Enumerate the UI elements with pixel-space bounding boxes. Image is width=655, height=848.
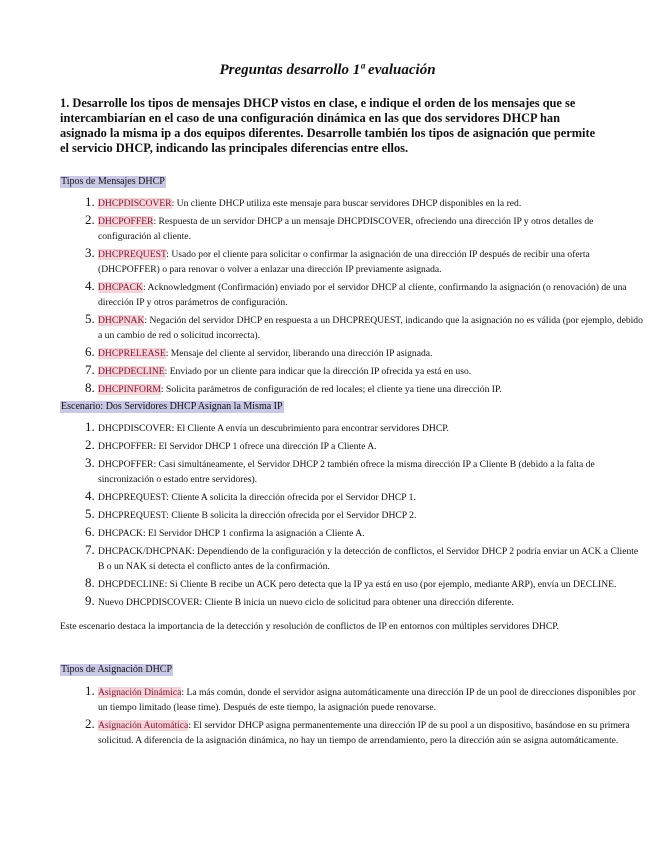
list-item: 7. DHCPACK/DHCPNAK: Dependiendo de la configuración y la detección de conflictos, el Servidor DHCP 2 podría enviar un ACK a Cliente B o un NAK si detecta el conflicto antes de la confirmación.	[98, 542, 643, 574]
item-description: : Solicita parámetros de configuración de red locales; el cliente ya tiene una dirección IP.	[160, 384, 502, 395]
list-item: 4. DHCPREQUEST: Cliente A solicita la dirección ofrecida por el Servidor DHCP 1.	[98, 488, 643, 505]
list-item	[98, 212, 643, 244]
list-item	[98, 311, 643, 343]
section-heading-assignment-types: Tipos de Asignación DHCP	[61, 664, 173, 675]
list-item: 6. DHCPACK: El Servidor DHCP 1 confirma la asignación a Cliente A.	[98, 524, 643, 541]
list-item: 5. DHCPREQUEST: Cliente B solicita la dirección ofrecida por el Servidor DHCP 2.	[98, 506, 643, 523]
section-heading-scenario: Escenario: Dos Servidores DHCP Asignan la Misma IP	[61, 401, 283, 412]
item-description: : Enviado por un cliente para indicar que la dirección IP ofrecida ya está en uso.	[164, 366, 472, 377]
item-description: : Negación del servidor DHCP en respuesta a un DHCPREQUEST, indicando que la asignación no es válida (por ejemplo, debido a un cambio de red o solicitud incorrecta).	[98, 315, 643, 341]
list-item: 2. DHCPOFFER: El Servidor DHCP 1 ofrece una dirección IP a Cliente A.	[98, 437, 643, 454]
list-item	[98, 344, 643, 361]
list-item	[98, 278, 643, 310]
item-description: : Acknowledgment (Confirmación) enviado por el servidor DHCP al cliente, confirmando la asignación (o renovación) de una dirección IP y otros parámetros de configuración.	[98, 282, 627, 308]
highlighted-term: DHCPACK	[98, 282, 143, 293]
section-heading-message-types: Tipos de Mensajes DHCP	[61, 176, 165, 187]
list-item: 3. DHCPOFFER: Casi simultáneamente, el Servidor DHCP 2 también ofrece la misma dirección IP a Cliente B (debido a la falta de sincronización o estado entre servidores).	[98, 455, 643, 487]
item-description: : Usado por el cliente para solicitar o confirmar la asignación de una dirección IP después de recibir una oferta (DHCPOFFER) o para renovar o volver a enlazar una dirección IP previamente asignada.	[98, 249, 590, 275]
highlighted-term: DHCPDISCOVER	[98, 198, 172, 209]
item-description: : El servidor DHCP asigna permanentemente una dirección IP de su pool a un dispositivo, basándose en su primera solicitud. A diferencia de la asignación dinámica, no hay un tiempo de arrendamiento, pero la dirección aún se asigna automáticamente.	[98, 720, 630, 746]
highlighted-term: DHCPRELEASE	[98, 348, 166, 359]
scenario-list	[60, 419, 643, 611]
highlighted-term: DHCPNAK	[98, 315, 145, 326]
list-item	[98, 683, 643, 715]
assignment-types-list	[60, 683, 643, 749]
highlighted-term: DHCPREQUEST	[98, 249, 167, 260]
item-description: : Mensaje del cliente al servidor, liberando una dirección IP asignada.	[165, 348, 433, 359]
list-item: 9. Nuevo DHCPDISCOVER: Cliente B inicia un nuevo ciclo de solicitud para obtener una dirección diferente.	[98, 593, 643, 610]
list-item: 1. DHCPDISCOVER: El Cliente A envía un descubrimiento para encontrar servidores DHCP.	[98, 419, 643, 436]
highlighted-term: DHCPDECLINE	[98, 366, 165, 377]
question-text: 1. Desarrolle los tipos de mensajes DHCP vistos en clase, e indique el orden de los mensajes que se intercambiarían en el caso de una configuración dinámica en las que dos servidores DHCP han asignado la misma ip a dos equipos diferentes. Desarrolle también los tipos de asignación que permite el servicio DHCP, indicando las principales diferencias entre ellos.	[60, 96, 596, 155]
highlighted-term: Asignación Dinámica	[98, 687, 182, 698]
list-item	[98, 194, 643, 211]
message-types-list	[60, 194, 643, 398]
document-title: Preguntas desarrollo 1ª evaluación	[219, 62, 436, 78]
list-item: 8. DHCPDECLINE: Si Cliente B recibe un ACK pero detecta que la IP ya está en uso (por ejemplo, mediante ARP), envía un DECLINE.	[98, 575, 643, 592]
scenario-conclusion: Este escenario destaca la importancia de la detección y resolución de conflictos de IP en entornos con múltiples servidores DHCP.	[60, 621, 559, 632]
item-description: : Respuesta de un servidor DHCP a un mensaje DHCPDISCOVER, ofreciendo una dirección IP y otros detalles de configuración al cliente.	[98, 216, 594, 242]
list-item	[98, 380, 643, 397]
highlighted-term: DHCPINFORM	[98, 384, 161, 395]
highlighted-term: DHCPOFFER	[98, 216, 154, 227]
list-item	[98, 245, 643, 277]
list-item	[98, 716, 643, 748]
list-item	[98, 362, 643, 379]
item-description: : Un cliente DHCP utiliza este mensaje para buscar servidores DHCP disponibles en la red.	[171, 198, 522, 209]
highlighted-term: Asignación Automática	[98, 720, 189, 731]
item-description: : La más común, donde el servidor asigna automáticamente una dirección IP de un pool de direcciones disponibles por un tiempo limitado (lease time). Después de este tiempo, la asignación puede renovarse.	[98, 687, 636, 713]
